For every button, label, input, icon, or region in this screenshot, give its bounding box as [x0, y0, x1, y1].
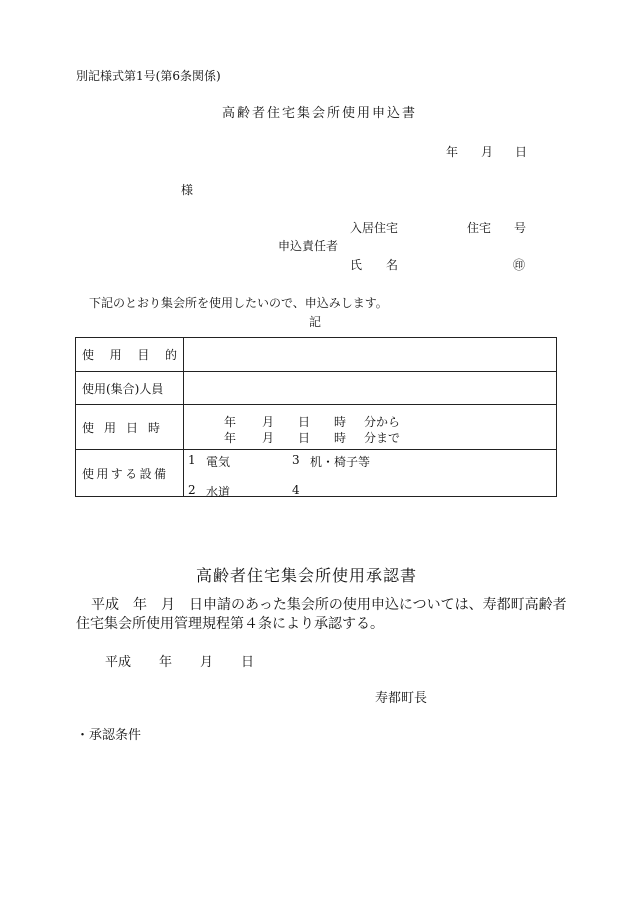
- name-label-1: 氏: [350, 258, 363, 272]
- approval-day: 日: [241, 655, 255, 670]
- application-title: 高齢者住宅集会所使用申込書: [222, 106, 418, 121]
- date-year: 年: [446, 145, 459, 159]
- datetime-label: 使 用 日 時: [76, 405, 184, 450]
- equip-4-num: 4: [292, 483, 300, 497]
- approval-text-line1: 平成 年 月 日申請のあった集会所の使用申込については、寿都町高齢者: [91, 597, 567, 613]
- people-field[interactable]: [184, 372, 557, 405]
- residence-label: 入居住宅: [350, 221, 399, 235]
- equip-1-name: 電気: [206, 455, 231, 469]
- approval-signer: 寿都町長: [375, 691, 428, 706]
- purpose-label: 使 用 目 的: [76, 338, 184, 372]
- responsible-label: 申込責任者: [278, 239, 339, 253]
- intro-text: 下記のとおり集会所を使用したいので、申込みします。: [89, 296, 388, 310]
- table-row-people: [76, 372, 557, 405]
- date-day: 日: [515, 145, 528, 159]
- application-table: [75, 337, 557, 497]
- equipment-label: 使 用 す る 設 備: [76, 450, 184, 497]
- purpose-field[interactable]: [184, 338, 557, 372]
- seal-mark: ㊞: [513, 258, 526, 272]
- date-month: 月: [481, 145, 494, 159]
- ki-mark: 記: [309, 315, 322, 329]
- approval-title: 高齢者住宅集会所使用承認書: [196, 566, 418, 585]
- form-reference: 別記様式第1号(第6条関係): [76, 69, 221, 83]
- housing-label: 住宅: [467, 221, 492, 235]
- table-row-equipment: [76, 450, 557, 497]
- datetime-field[interactable]: 年 月 日 時 分から 年 月 日 時 分まで: [184, 405, 557, 450]
- name-label-2: 名: [386, 258, 399, 272]
- table-row-datetime: [76, 405, 557, 450]
- number-label: 号: [514, 221, 527, 235]
- equip-2-name: 水道: [206, 485, 231, 499]
- approval-month: 月: [200, 655, 214, 670]
- approval-conditions: ・承認条件: [76, 728, 142, 743]
- approval-year: 年: [159, 655, 173, 670]
- equip-2-num: 2: [188, 483, 196, 497]
- equip-3-name: 机・椅子等: [310, 455, 371, 469]
- approval-text-line2: 住宅集会所使用管理規程第４条により承認する。: [76, 616, 384, 632]
- people-label: 使用(集合)人員: [76, 372, 184, 405]
- table-row-purpose: [76, 338, 557, 372]
- approval-era: 平成: [105, 655, 132, 670]
- equip-1-num: 1: [188, 453, 196, 467]
- equipment-field[interactable]: [184, 450, 557, 497]
- addressee-suffix: 様: [181, 183, 194, 197]
- equip-3-num: 3: [292, 453, 300, 467]
